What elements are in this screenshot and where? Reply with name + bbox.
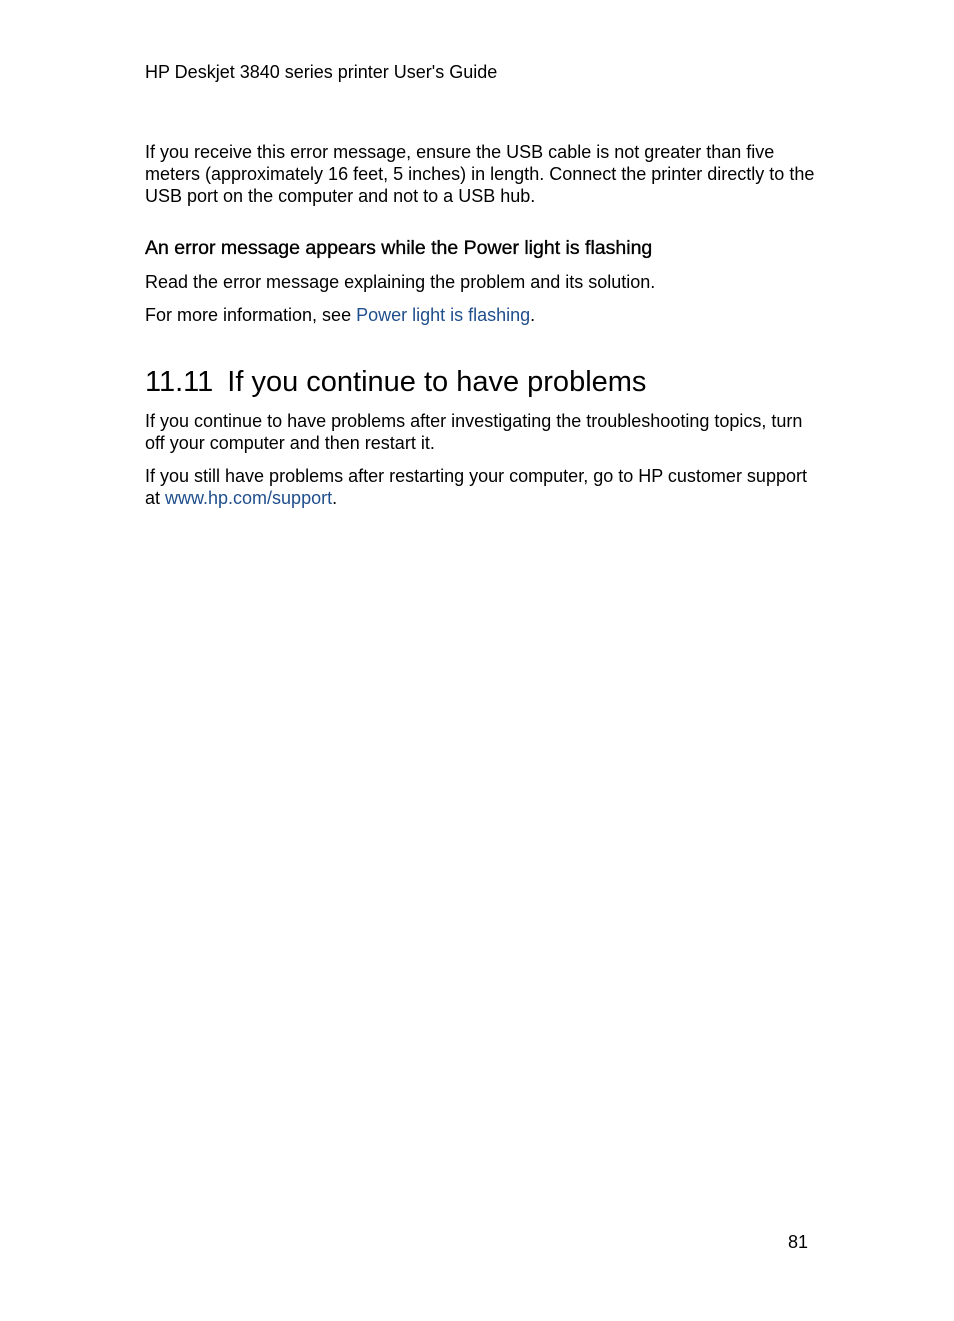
support-prefix: If you still have problems after restarting your computer, go to HP customer support at (145, 466, 807, 508)
customer-support-paragraph (145, 465, 820, 509)
page-header: HP Deskjet 3840 series printer User's Guide (145, 62, 498, 82)
usb-cable-paragraph: If you receive this error message, ensure the USB cable is not greater than five meters (approximately 16 feet, 5 inches) in length. Connect the printer directly to the USB port on the computer and not to a USB hub. (145, 142, 815, 206)
more-info-prefix: For more information, see (145, 305, 357, 325)
section-title: If you continue to have problems (227, 366, 647, 398)
more-info-paragraph (145, 304, 820, 326)
power-light-error-heading: An error message appears while the Power light is flashing (145, 237, 653, 259)
read-error-paragraph: Read the error message explaining the problem and its solution. (145, 272, 656, 292)
hp-support-link[interactable]: www.hp.com/support (165, 488, 333, 508)
support-suffix: . (332, 488, 338, 508)
section-heading (145, 364, 646, 400)
section-number: 11.11 (145, 366, 214, 398)
page-number: 81 (788, 1232, 809, 1252)
power-light-flashing-link[interactable]: Power light is flashing (356, 305, 531, 325)
restart-computer-paragraph: If you continue to have problems after investigating the troubleshooting topics, turn off your computer and then restart it. (145, 411, 803, 453)
more-info-suffix: . (530, 305, 536, 325)
